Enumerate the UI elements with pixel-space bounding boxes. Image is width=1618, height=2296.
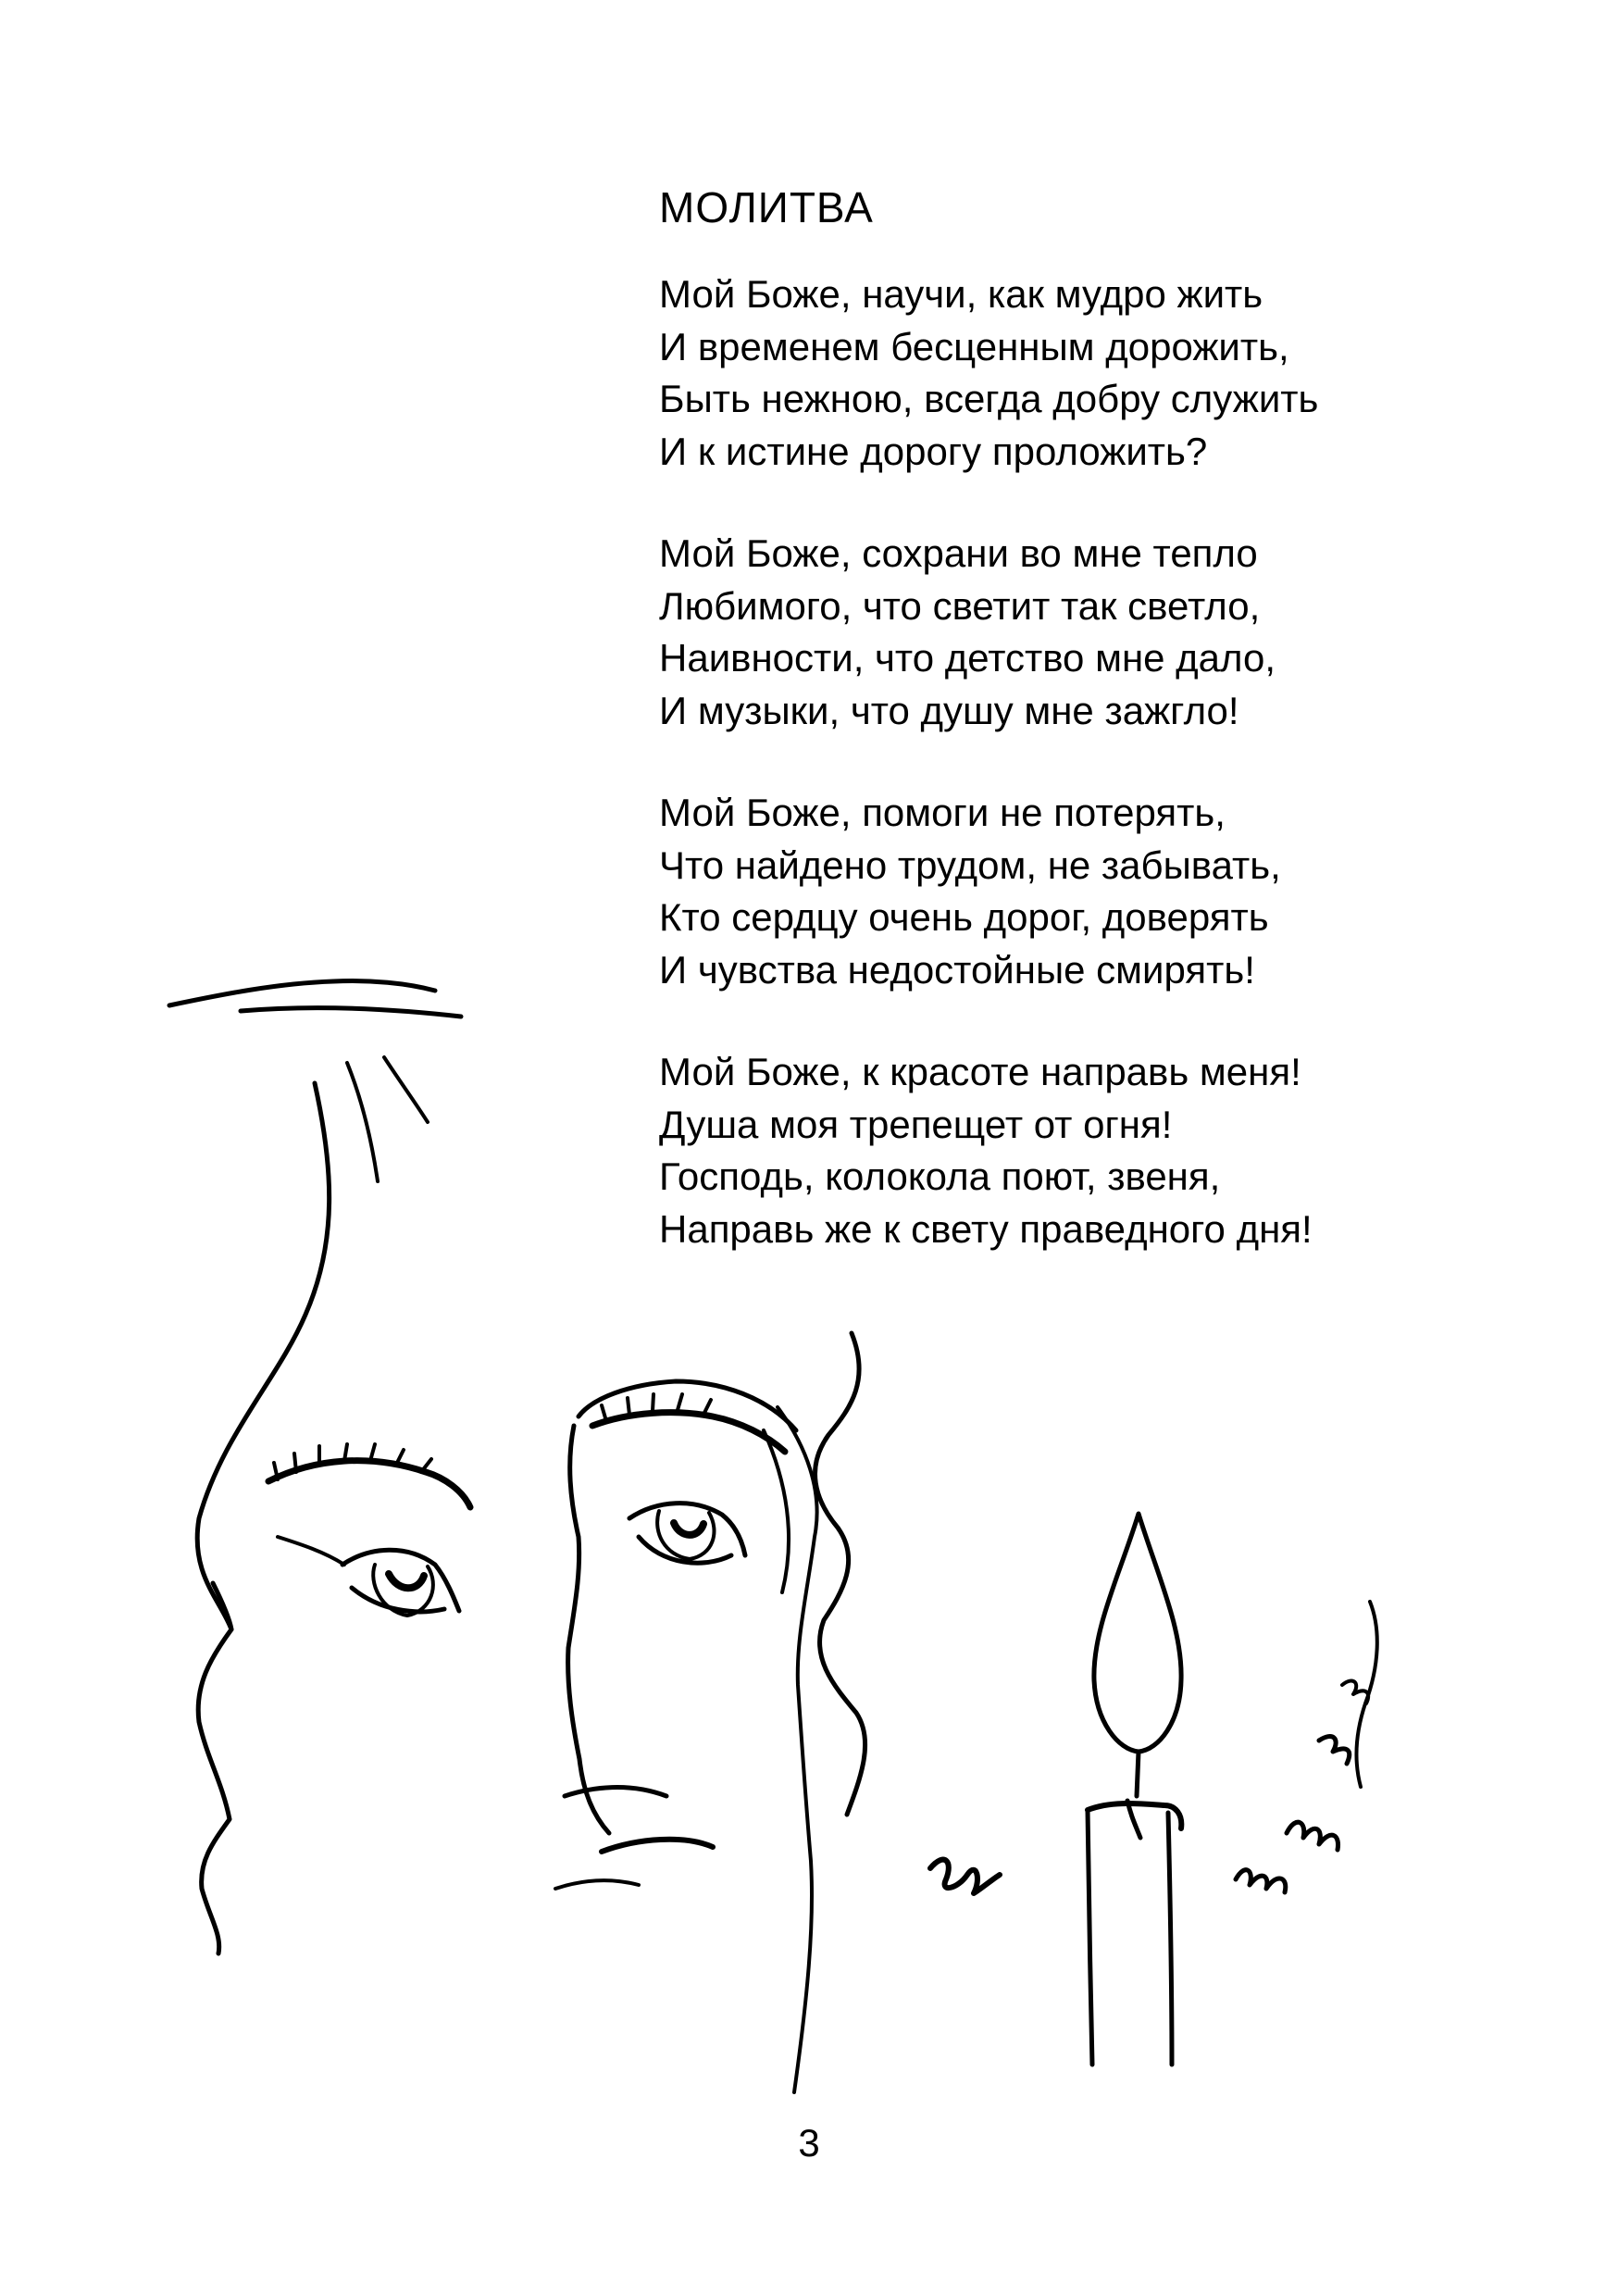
stanza-3 (659, 787, 1492, 996)
poem-line: И музыки, что душу мне зажгло! (659, 688, 1239, 732)
poem-line: Душа моя трепещет от огня! (659, 1102, 1173, 1146)
poem-line: Что найдено трудом, не забывать, (659, 842, 1281, 887)
poem-line: Быть нежною, всегда добру служить (659, 377, 1319, 420)
poem-line: Мой Боже, помоги не потерять, (659, 791, 1226, 834)
candle-icon (1088, 1514, 1181, 2065)
poem-line: И к истине дорогу проложить? (659, 429, 1208, 473)
poem-body (659, 268, 1492, 1305)
poem-line: Наивности, что детство мне дало, (659, 636, 1276, 680)
stanza-4 (659, 1046, 1492, 1255)
poem-line: Мой Боже, к красоте направь меня! (659, 1050, 1301, 1093)
poem-line: Направь же к свету праведного дня! (659, 1206, 1313, 1251)
poem-line: Господь, колокола поют, звеня, (659, 1154, 1221, 1198)
squiggle-marks (930, 1602, 1377, 1893)
hair-curls (764, 1333, 865, 2092)
poem-line: Мой Боже, сохрани во мне тепло (659, 531, 1258, 575)
poem-title: МОЛИТВА (659, 183, 874, 231)
poem-line: И временем бесценным дорожить, (659, 324, 1289, 368)
profile-face-outline (197, 1083, 330, 1953)
page-number: 3 (798, 2121, 820, 2165)
poem-line: Мой Боже, научи, как мудро жить (659, 272, 1263, 316)
poem-line: Кто сердцу очень дорог, доверять (659, 895, 1269, 939)
front-face-outline (555, 1381, 796, 1889)
poem-line: И чувства недостойные смирять! (659, 947, 1255, 992)
stanza-2 (659, 528, 1492, 737)
right-eye (592, 1394, 785, 1563)
hair-strokes (169, 980, 461, 1181)
left-eye (268, 1444, 470, 1616)
poem-line: Любимого, что светит так светло, (659, 583, 1261, 628)
stanza-1 (659, 268, 1492, 478)
